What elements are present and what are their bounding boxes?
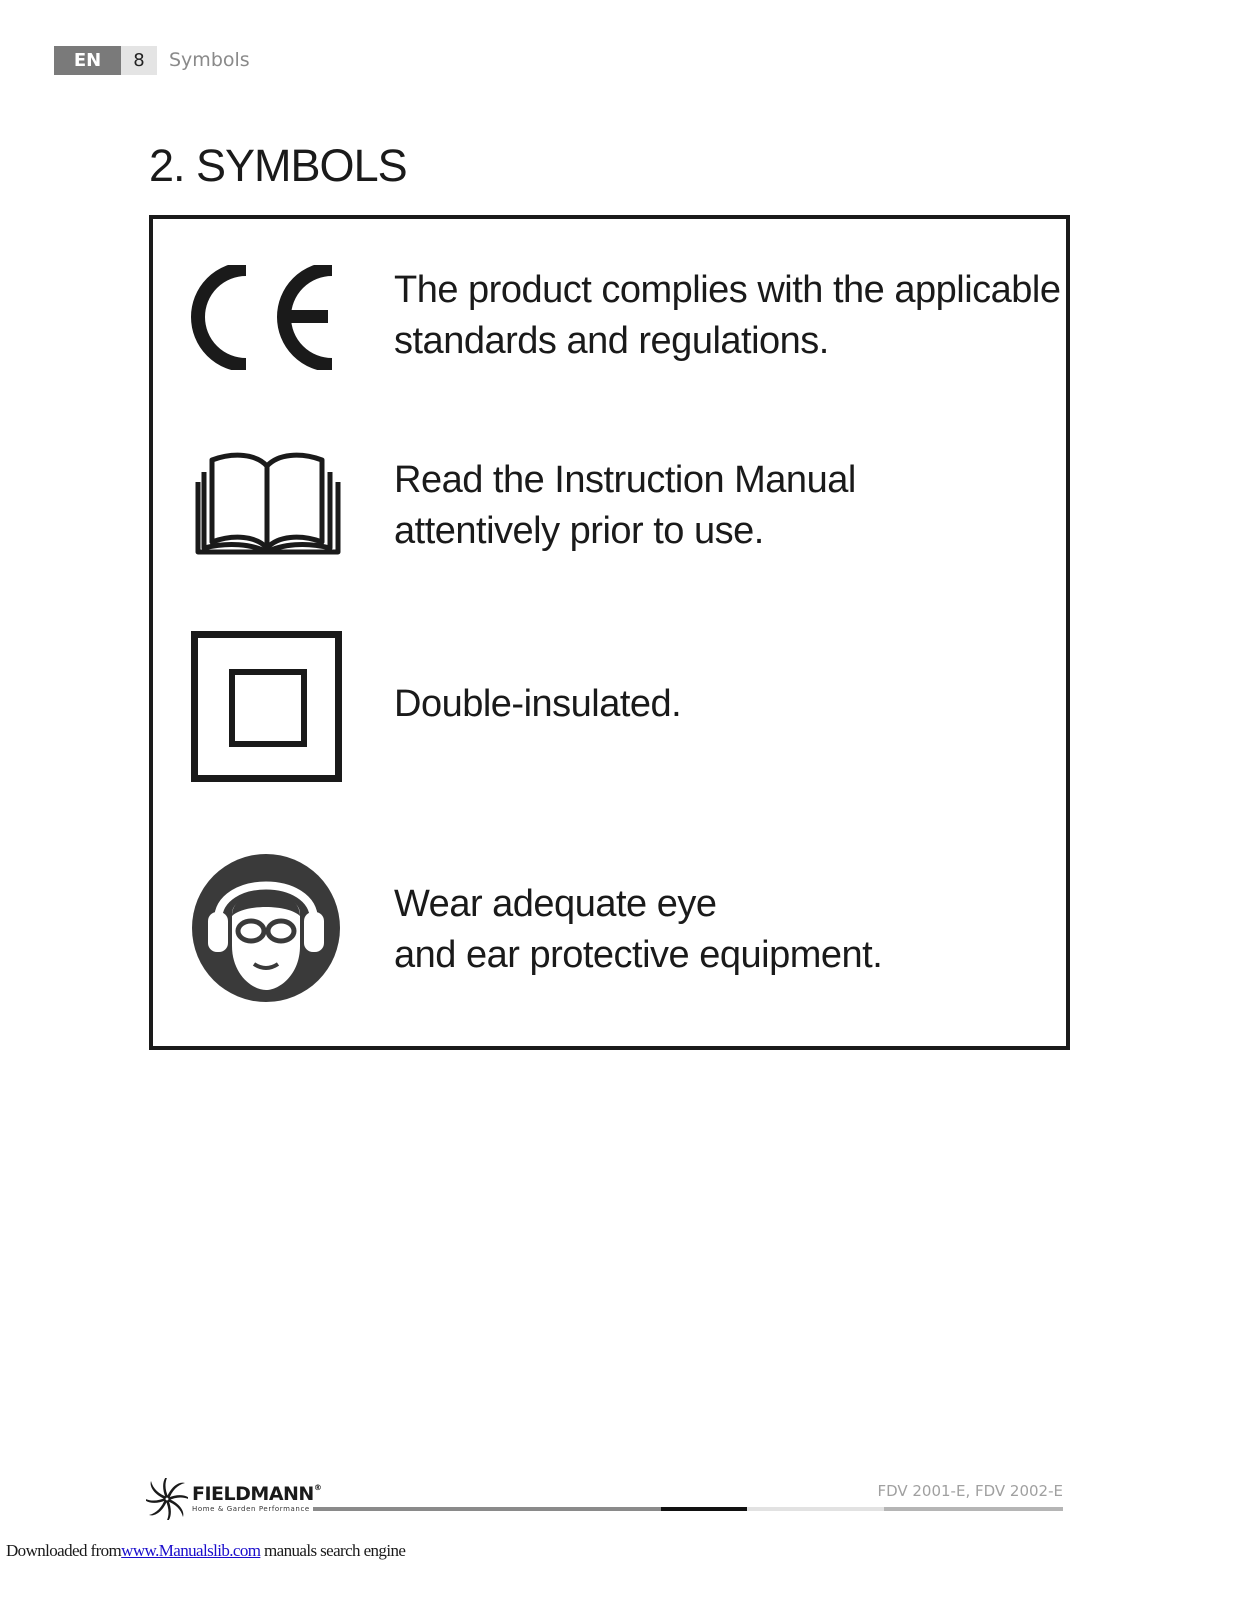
desc-line: and ear protective equipment. bbox=[394, 934, 883, 976]
download-prefix: Downloaded from bbox=[6, 1541, 122, 1560]
symbol-description-ce bbox=[394, 265, 1061, 367]
download-notice bbox=[6, 1541, 405, 1561]
desc-line: Read the Instruction Manual bbox=[394, 459, 856, 501]
brand-name bbox=[192, 1483, 321, 1505]
language-badge: EN bbox=[54, 46, 121, 75]
brand-label: FIELDMANN bbox=[192, 1483, 314, 1505]
page-title: 2. SYMBOLS bbox=[149, 140, 407, 191]
footer-bar-segment bbox=[661, 1507, 747, 1511]
eye-ear-protection-icon bbox=[192, 854, 340, 1002]
download-suffix: manuals search engine bbox=[260, 1541, 406, 1560]
symbol-description-protection bbox=[394, 879, 882, 981]
desc-line: attentively prior to use. bbox=[394, 510, 764, 552]
desc-line: Wear adequate eye bbox=[394, 883, 717, 925]
desc-line: The product complies with the applicable bbox=[394, 269, 1061, 311]
fieldmann-logo-icon bbox=[146, 1478, 188, 1520]
model-numbers: FDV 2001-E, FDV 2002-E bbox=[877, 1482, 1063, 1500]
desc-line: standards and regulations. bbox=[394, 320, 829, 362]
symbol-description-manual bbox=[394, 455, 856, 557]
footer-bar-segment bbox=[884, 1507, 1063, 1511]
section-name: Symbols bbox=[169, 49, 250, 71]
footer-bar-segment bbox=[313, 1507, 661, 1511]
symbol-description-insulated bbox=[394, 679, 681, 730]
ce-mark-icon bbox=[190, 265, 340, 370]
double-insulated-icon bbox=[191, 631, 342, 782]
desc-line: Double-insulated. bbox=[394, 683, 682, 725]
brand-tagline: Home & Garden Performance bbox=[192, 1505, 310, 1513]
registered-mark: ® bbox=[313, 1483, 322, 1492]
manualslib-link[interactable]: www.Manualslib.com bbox=[121, 1541, 261, 1560]
open-book-icon bbox=[194, 452, 342, 556]
page-number: 8 bbox=[121, 46, 157, 75]
footer-bar-segment bbox=[747, 1507, 884, 1511]
